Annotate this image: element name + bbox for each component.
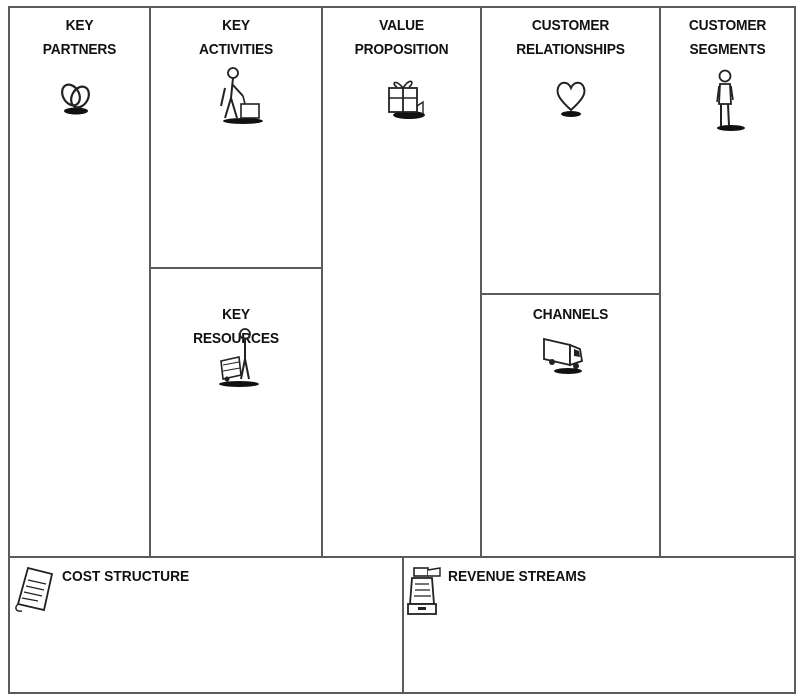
cash-register-icon (406, 564, 446, 620)
price-tag-icon (14, 564, 58, 616)
key-partners-title (16, 14, 144, 62)
key-partners-block (8, 6, 151, 558)
customer-segments-block (659, 6, 796, 558)
standing-person-icon (711, 68, 747, 132)
worker-pushing-cart-icon (213, 66, 265, 128)
channels-title (489, 303, 652, 327)
key-resources-title-line1: KEY (222, 306, 250, 323)
value-proposition-title (329, 14, 473, 62)
heart-icon (552, 76, 592, 120)
value-proposition-title-line2: PROPOSITION (354, 41, 449, 58)
delivery-truck-icon (538, 331, 590, 377)
customer-relationships-title-line2: RELATIONSHIPS (516, 41, 625, 58)
key-activities-title-line2: ACTIVITIES (198, 41, 274, 58)
key-partners-title-line1: KEY (65, 17, 94, 34)
revenue-streams-block (402, 556, 796, 694)
key-partners-title-line2: PARTNERS (42, 41, 117, 58)
value-proposition-title-line1: VALUE (379, 17, 424, 34)
key-resources-block (149, 267, 323, 558)
cost-structure-title: COST STRUCTURE (62, 568, 190, 585)
key-activities-block (149, 6, 323, 270)
key-resources-title-line2: RESOURCES (193, 330, 279, 347)
customer-segments-title (666, 14, 788, 62)
person-with-machine-icon (211, 327, 263, 389)
customer-segments-title-line2: SEGMENTS (689, 41, 766, 58)
key-activities-title-line1: KEY (222, 17, 250, 34)
channels-block (480, 293, 661, 558)
key-activities-title (158, 14, 314, 62)
revenue-streams-title: REVENUE STREAMS (448, 568, 587, 585)
customer-relationships-title (489, 14, 652, 62)
customer-relationships-title-line1: CUSTOMER (531, 17, 610, 34)
cost-structure-block (8, 556, 404, 694)
chain-link-icon (56, 78, 96, 118)
customer-relationships-block (480, 6, 661, 296)
channels-title-line1: CHANNELS (532, 306, 609, 323)
gift-box-icon (383, 70, 429, 122)
customer-segments-title-line1: CUSTOMER (688, 17, 767, 34)
value-proposition-block (321, 6, 482, 558)
